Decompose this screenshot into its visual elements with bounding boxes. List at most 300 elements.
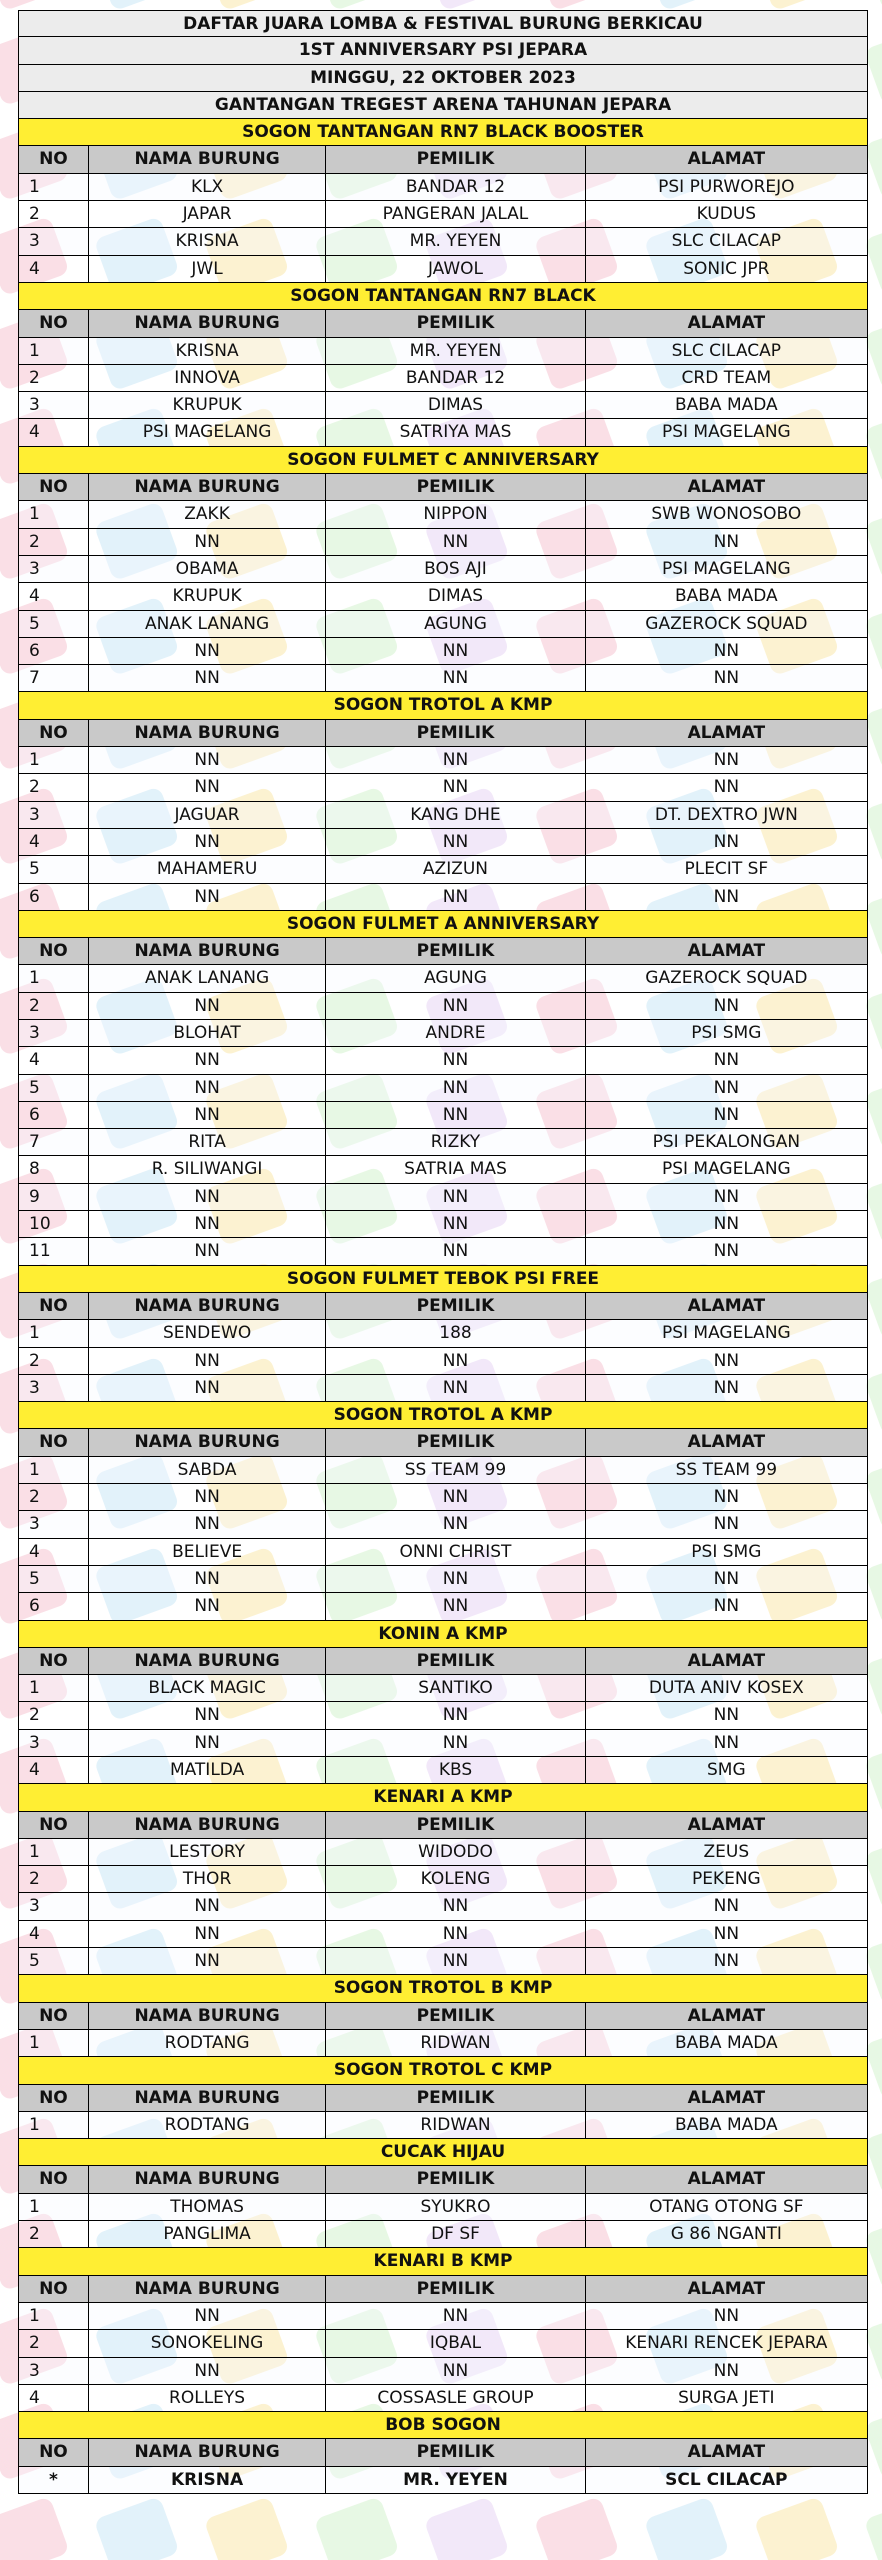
table-row	[18, 965, 868, 992]
owner-cell: ANDRE	[326, 1020, 585, 1046]
bird-name-cell: BLOHAT	[89, 1020, 326, 1046]
address-cell: BABA MADA	[674, 395, 778, 416]
table-row	[18, 856, 868, 883]
address-cell: NN	[713, 1377, 740, 1398]
column-header-no: NO	[19, 310, 89, 336]
owner-cell: ONNI CHRIST	[326, 1539, 585, 1565]
column-header-owner: PEMILIK	[326, 720, 585, 746]
owner-cell: NN	[326, 2358, 585, 2384]
winner-rows	[18, 1675, 868, 1784]
column-header-bird-name: NAMA BURUNG	[89, 2439, 326, 2465]
column-header-bird-name: NAMA BURUNG	[89, 1293, 326, 1319]
bird-name-cell: ROLLEYS	[89, 2385, 326, 2411]
column-header-bird-name: NAMA BURUNG	[89, 146, 326, 172]
column-header-row	[18, 310, 868, 337]
category-title: SOGON FULMET C ANNIVERSARY	[287, 449, 599, 470]
category-title: KENARI B KMP	[373, 2251, 513, 2272]
watermark-tile	[314, 2496, 400, 2560]
owner-cell: BANDAR 12	[326, 365, 585, 391]
owner-cell: MR. YEYEN	[326, 338, 585, 364]
category-title-row	[18, 1402, 868, 1429]
category-title-row	[18, 2248, 868, 2275]
table-row	[18, 174, 868, 201]
watermark-tile	[424, 2496, 510, 2560]
address-cell: DUTA ANIV KOSEX	[648, 1678, 804, 1699]
bird-name-cell: JAGUAR	[89, 802, 326, 828]
owner-cell: NN	[326, 1375, 585, 1401]
table-row	[18, 802, 868, 829]
column-header-row	[18, 1293, 868, 1320]
column-header-owner: PEMILIK	[326, 474, 585, 500]
address-cell: NN	[713, 750, 740, 771]
owner-cell: NN	[326, 1238, 585, 1264]
column-header-owner: PEMILIK	[326, 1812, 585, 1838]
table-row	[18, 2385, 868, 2412]
category-title: KONIN A KMP	[378, 1623, 508, 1644]
address-cell: SS TEAM 99	[675, 1459, 778, 1480]
rank-cell: 11	[19, 1238, 89, 1264]
rank-cell: 4	[19, 256, 89, 282]
category-title-row	[18, 119, 868, 146]
rank-cell: 5	[19, 1075, 89, 1101]
address-cell: CRD TEAM	[681, 367, 772, 388]
rank-cell: *	[19, 2467, 89, 2493]
column-header-row	[18, 2003, 868, 2030]
owner-cell: DIMAS	[326, 392, 585, 418]
owner-cell: NN	[326, 1730, 585, 1756]
column-header-row	[18, 2085, 868, 2112]
bird-name-cell: NN	[89, 1484, 326, 1510]
owner-cell: SATRIA MAS	[326, 1156, 585, 1182]
title-row	[18, 10, 868, 37]
results-document	[18, 10, 868, 2494]
table-row	[18, 1866, 868, 1893]
rank-cell: 1	[19, 965, 89, 991]
address-cell: NN	[713, 640, 740, 661]
table-row	[18, 228, 868, 255]
bird-name-cell: NN	[89, 774, 326, 800]
address-cell: NN	[713, 1705, 740, 1726]
column-header-bird-name: NAMA BURUNG	[89, 2003, 326, 2029]
address-cell: BABA MADA	[674, 2032, 778, 2053]
owner-cell: NN	[326, 993, 585, 1019]
rank-cell: 9	[19, 1184, 89, 1210]
winner-rows	[18, 1320, 868, 1402]
address-cell: NN	[713, 2305, 740, 2326]
address-cell: KENARI RENCEK JEPARA	[625, 2333, 828, 2354]
watermark-tile	[754, 2496, 840, 2560]
rank-cell: 6	[19, 1102, 89, 1128]
table-row	[18, 1921, 868, 1948]
bird-name-cell: MATILDA	[89, 1757, 326, 1783]
table-row	[18, 583, 868, 610]
table-row	[18, 338, 868, 365]
column-header-address: ALAMAT	[687, 2087, 766, 2108]
bird-name-cell: SONOKELING	[89, 2330, 326, 2356]
column-header-no: NO	[19, 1429, 89, 1455]
column-header-bird-name: NAMA BURUNG	[89, 2276, 326, 2302]
winner-rows	[18, 2112, 868, 2139]
category-section	[18, 1975, 868, 2057]
bird-name-cell: THOMAS	[89, 2194, 326, 2220]
owner-cell: NN	[326, 1184, 585, 1210]
table-row	[18, 1375, 868, 1402]
column-header-address: ALAMAT	[687, 722, 766, 743]
bird-name-cell: NN	[89, 1948, 326, 1974]
table-row	[18, 665, 868, 692]
owner-cell: NN	[326, 1702, 585, 1728]
watermark-tile	[204, 2496, 290, 2560]
owner-cell: NN	[326, 2303, 585, 2329]
address-cell: NN	[713, 886, 740, 907]
rank-cell: 7	[19, 665, 89, 691]
rank-cell: 4	[19, 1921, 89, 1947]
bird-name-cell: NN	[89, 1348, 326, 1374]
owner-cell: IQBAL	[326, 2330, 585, 2356]
bird-name-cell: JAPAR	[89, 201, 326, 227]
bird-name-cell: NN	[89, 2358, 326, 2384]
address-cell: BABA MADA	[674, 2114, 778, 2135]
owner-cell: NN	[326, 884, 585, 910]
column-header-no: NO	[19, 474, 89, 500]
category-title: SOGON TROTOL A KMP	[333, 1405, 553, 1426]
table-row	[18, 774, 868, 801]
owner-cell: NN	[326, 1511, 585, 1537]
address-cell: NN	[713, 1896, 740, 1917]
column-header-no: NO	[19, 2085, 89, 2111]
address-cell: PEKENG	[691, 1869, 761, 1890]
owner-cell: SYUKRO	[326, 2194, 585, 2220]
rank-cell: 3	[19, 802, 89, 828]
category-title: SOGON TROTOL A KMP	[333, 695, 553, 716]
owner-cell: KANG DHE	[326, 802, 585, 828]
table-row	[18, 1320, 868, 1347]
category-section	[18, 2057, 868, 2139]
column-header-row	[18, 2276, 868, 2303]
column-header-owner: PEMILIK	[326, 1648, 585, 1674]
bird-name-cell: ANAK LANANG	[89, 611, 326, 637]
owner-cell: RIZKY	[326, 1129, 585, 1155]
bird-name-cell: NN	[89, 747, 326, 773]
column-header-address: ALAMAT	[687, 1650, 766, 1671]
bird-name-cell: NN	[89, 884, 326, 910]
table-row	[18, 611, 868, 638]
column-header-owner: PEMILIK	[326, 2276, 585, 2302]
category-title-row	[18, 2057, 868, 2084]
bird-name-cell: NN	[89, 529, 326, 555]
owner-cell: NN	[326, 1348, 585, 1374]
owner-cell: AZIZUN	[326, 856, 585, 882]
column-header-no: NO	[19, 146, 89, 172]
watermark-tile	[644, 2496, 730, 2560]
category-section	[18, 283, 868, 447]
column-header-owner: PEMILIK	[326, 2166, 585, 2192]
rank-cell: 1	[19, 1457, 89, 1483]
owner-cell: NN	[326, 1211, 585, 1237]
table-row	[18, 1730, 868, 1757]
watermark-tile	[0, 2496, 70, 2560]
owner-cell: SATRIYA MAS	[326, 419, 585, 445]
owner-cell: KBS	[326, 1757, 585, 1783]
winner-rows	[18, 965, 868, 1265]
category-title-row	[18, 2139, 868, 2166]
address-cell: OTANG OTONG SF	[649, 2196, 804, 2217]
column-header-no: NO	[19, 1648, 89, 1674]
owner-cell: COSSASLE GROUP	[326, 2385, 585, 2411]
rank-cell: 3	[19, 1730, 89, 1756]
winner-rows	[18, 2467, 868, 2494]
table-row	[18, 556, 868, 583]
column-header-row	[18, 1429, 868, 1456]
address-cell: NN	[713, 995, 740, 1016]
column-header-row	[18, 2166, 868, 2193]
column-header-row	[18, 938, 868, 965]
owner-cell: DIMAS	[326, 583, 585, 609]
bird-name-cell: RITA	[89, 1129, 326, 1155]
owner-cell: NN	[326, 747, 585, 773]
category-title-row	[18, 1621, 868, 1648]
column-header-address: ALAMAT	[687, 149, 766, 170]
column-header-owner: PEMILIK	[326, 938, 585, 964]
address-cell: PSI SMG	[691, 1022, 762, 1043]
event-subtitle: 1ST ANNIVERSARY PSI JEPARA	[298, 40, 588, 61]
category-section	[18, 119, 868, 283]
bird-name-cell: NN	[89, 993, 326, 1019]
rank-cell: 6	[19, 884, 89, 910]
table-row	[18, 1539, 868, 1566]
owner-cell: MR. YEYEN	[326, 2467, 585, 2493]
column-header-address: ALAMAT	[687, 1814, 766, 1835]
owner-cell: NN	[326, 1921, 585, 1947]
category-title-row	[18, 911, 868, 938]
table-row	[18, 2221, 868, 2248]
table-row	[18, 1675, 868, 1702]
category-title-row	[18, 692, 868, 719]
column-header-bird-name: NAMA BURUNG	[89, 2085, 326, 2111]
owner-cell: NN	[326, 1566, 585, 1592]
sections-container	[18, 119, 868, 2494]
table-row	[18, 1211, 868, 1238]
column-header-address: ALAMAT	[687, 2278, 766, 2299]
bird-name-cell: NN	[89, 1102, 326, 1128]
owner-cell: RIDWAN	[326, 2112, 585, 2138]
bird-name-cell: PSI MAGELANG	[89, 419, 326, 445]
rank-cell: 2	[19, 2221, 89, 2247]
rank-cell: 3	[19, 556, 89, 582]
owner-cell: NN	[326, 1102, 585, 1128]
winner-rows	[18, 1457, 868, 1621]
category-title: CUCAK HIJAU	[380, 2142, 506, 2163]
owner-cell: BANDAR 12	[326, 174, 585, 200]
bird-name-cell: BELIEVE	[89, 1539, 326, 1565]
bird-name-cell: ZAKK	[89, 501, 326, 527]
bird-name-cell: NN	[89, 1593, 326, 1619]
address-cell: PSI PEKALONGAN	[652, 1132, 801, 1153]
category-title: KENARI A KMP	[373, 1787, 513, 1808]
owner-cell: NN	[326, 1948, 585, 1974]
rank-cell: 6	[19, 638, 89, 664]
column-header-address: ALAMAT	[687, 1295, 766, 1316]
column-header-owner: PEMILIK	[326, 1429, 585, 1455]
rank-cell: 1	[19, 1839, 89, 1865]
owner-cell: MR. YEYEN	[326, 228, 585, 254]
bird-name-cell: NN	[89, 1730, 326, 1756]
column-header-bird-name: NAMA BURUNG	[89, 720, 326, 746]
rank-cell: 4	[19, 1047, 89, 1073]
owner-cell: NN	[326, 529, 585, 555]
bird-name-cell: NN	[89, 1238, 326, 1264]
rank-cell: 1	[19, 2112, 89, 2138]
address-cell: NN	[713, 1514, 740, 1535]
owner-cell: PANGERAN JALAL	[326, 201, 585, 227]
column-header-bird-name: NAMA BURUNG	[89, 2166, 326, 2192]
bird-name-cell: NN	[89, 1566, 326, 1592]
rank-cell: 10	[19, 1211, 89, 1237]
table-row	[18, 1156, 868, 1183]
table-row	[18, 1948, 868, 1975]
address-cell: G 86 NGANTI	[670, 2224, 782, 2245]
address-cell: NN	[713, 1077, 740, 1098]
table-row	[18, 1839, 868, 1866]
table-row	[18, 638, 868, 665]
column-header-no: NO	[19, 1293, 89, 1319]
category-title-row	[18, 1266, 868, 1293]
address-cell: PSI MAGELANG	[661, 1323, 791, 1344]
winner-rows	[18, 2194, 868, 2249]
rank-cell: 4	[19, 1539, 89, 1565]
address-cell: SWB WONOSOBO	[651, 504, 802, 525]
bird-name-cell: KRISNA	[89, 228, 326, 254]
owner-cell: NIPPON	[326, 501, 585, 527]
column-header-owner: PEMILIK	[326, 2439, 585, 2465]
owner-cell: NN	[326, 1075, 585, 1101]
column-header-address: ALAMAT	[687, 313, 766, 334]
column-header-row	[18, 1812, 868, 1839]
table-row	[18, 2030, 868, 2057]
address-cell: ZEUS	[703, 1841, 750, 1862]
column-header-address: ALAMAT	[687, 2005, 766, 2026]
category-title-row	[18, 1975, 868, 2002]
winner-rows	[18, 501, 868, 692]
watermark-tile	[534, 2496, 620, 2560]
address-cell: NN	[713, 831, 740, 852]
category-title: SOGON TROTOL C KMP	[333, 2060, 553, 2081]
rank-cell: 4	[19, 583, 89, 609]
table-row	[18, 365, 868, 392]
owner-cell: NN	[326, 1484, 585, 1510]
column-header-owner: PEMILIK	[326, 310, 585, 336]
category-title-row	[18, 283, 868, 310]
winner-rows	[18, 2030, 868, 2057]
address-cell: NN	[713, 1050, 740, 1071]
bird-name-cell: NN	[89, 638, 326, 664]
category-title: SOGON FULMET TEBOK PSI FREE	[286, 1268, 600, 1289]
column-header-row	[18, 1648, 868, 1675]
rank-cell: 1	[19, 338, 89, 364]
table-row	[18, 1238, 868, 1265]
rank-cell: 1	[19, 2303, 89, 2329]
column-header-row	[18, 2439, 868, 2466]
address-cell: GAZEROCK SQUAD	[645, 613, 808, 634]
address-cell: NN	[713, 1487, 740, 1508]
category-section	[18, 1402, 868, 1620]
owner-cell: RIDWAN	[326, 2030, 585, 2056]
table-row	[18, 2467, 868, 2494]
bird-name-cell: LESTORY	[89, 1839, 326, 1865]
address-cell: NN	[713, 2360, 740, 2381]
column-header-row	[18, 474, 868, 501]
column-header-bird-name: NAMA BURUNG	[89, 310, 326, 336]
bird-name-cell: NN	[89, 1702, 326, 1728]
rank-cell: 2	[19, 1702, 89, 1728]
rank-cell: 1	[19, 2194, 89, 2220]
table-row	[18, 884, 868, 911]
column-header-no: NO	[19, 2439, 89, 2465]
table-row	[18, 1457, 868, 1484]
column-header-row	[18, 720, 868, 747]
table-row	[18, 201, 868, 228]
bird-name-cell: NN	[89, 2303, 326, 2329]
bird-name-cell: SENDEWO	[89, 1320, 326, 1346]
winner-rows	[18, 174, 868, 283]
date-row	[18, 65, 868, 92]
owner-cell: NN	[326, 1593, 585, 1619]
owner-cell: WIDODO	[326, 1839, 585, 1865]
bird-name-cell: NN	[89, 1375, 326, 1401]
category-section	[18, 911, 868, 1266]
bird-name-cell: NN	[89, 1921, 326, 1947]
table-row	[18, 2303, 868, 2330]
owner-cell: JAWOL	[326, 256, 585, 282]
event-title: DAFTAR JUARA LOMBA & FESTIVAL BURUNG BERKICAU	[183, 14, 703, 34]
table-row	[18, 2358, 868, 2385]
rank-cell: 3	[19, 1511, 89, 1537]
address-cell: PSI MAGELANG	[661, 422, 791, 443]
category-title: BOB SOGON	[385, 2415, 501, 2436]
column-header-bird-name: NAMA BURUNG	[89, 1429, 326, 1455]
rank-cell: 5	[19, 856, 89, 882]
rank-cell: 1	[19, 2030, 89, 2056]
category-title-row	[18, 447, 868, 474]
table-row	[18, 1893, 868, 1920]
rank-cell: 4	[19, 2385, 89, 2411]
column-header-no: NO	[19, 1812, 89, 1838]
address-cell: SONIC JPR	[683, 258, 770, 279]
owner-cell: NN	[326, 829, 585, 855]
rank-cell: 3	[19, 2358, 89, 2384]
owner-cell: BOS AJI	[326, 556, 585, 582]
category-section	[18, 447, 868, 693]
owner-cell: NN	[326, 665, 585, 691]
bird-name-cell: NN	[89, 1893, 326, 1919]
table-row	[18, 1184, 868, 1211]
address-cell: NN	[713, 1104, 740, 1125]
rank-cell: 1	[19, 747, 89, 773]
winner-rows	[18, 338, 868, 447]
column-header-no: NO	[19, 2166, 89, 2192]
rank-cell: 4	[19, 829, 89, 855]
rank-cell: 2	[19, 1348, 89, 1374]
address-cell: NN	[713, 1568, 740, 1589]
category-title: SOGON FULMET A ANNIVERSARY	[286, 913, 600, 934]
column-header-address: ALAMAT	[687, 2442, 766, 2463]
owner-cell: SS TEAM 99	[326, 1457, 585, 1483]
address-cell: KUDUS	[696, 204, 757, 225]
rank-cell: 5	[19, 1566, 89, 1592]
category-section	[18, 2248, 868, 2412]
address-cell: DT. DEXTRO JWN	[654, 804, 798, 825]
table-row	[18, 1593, 868, 1620]
